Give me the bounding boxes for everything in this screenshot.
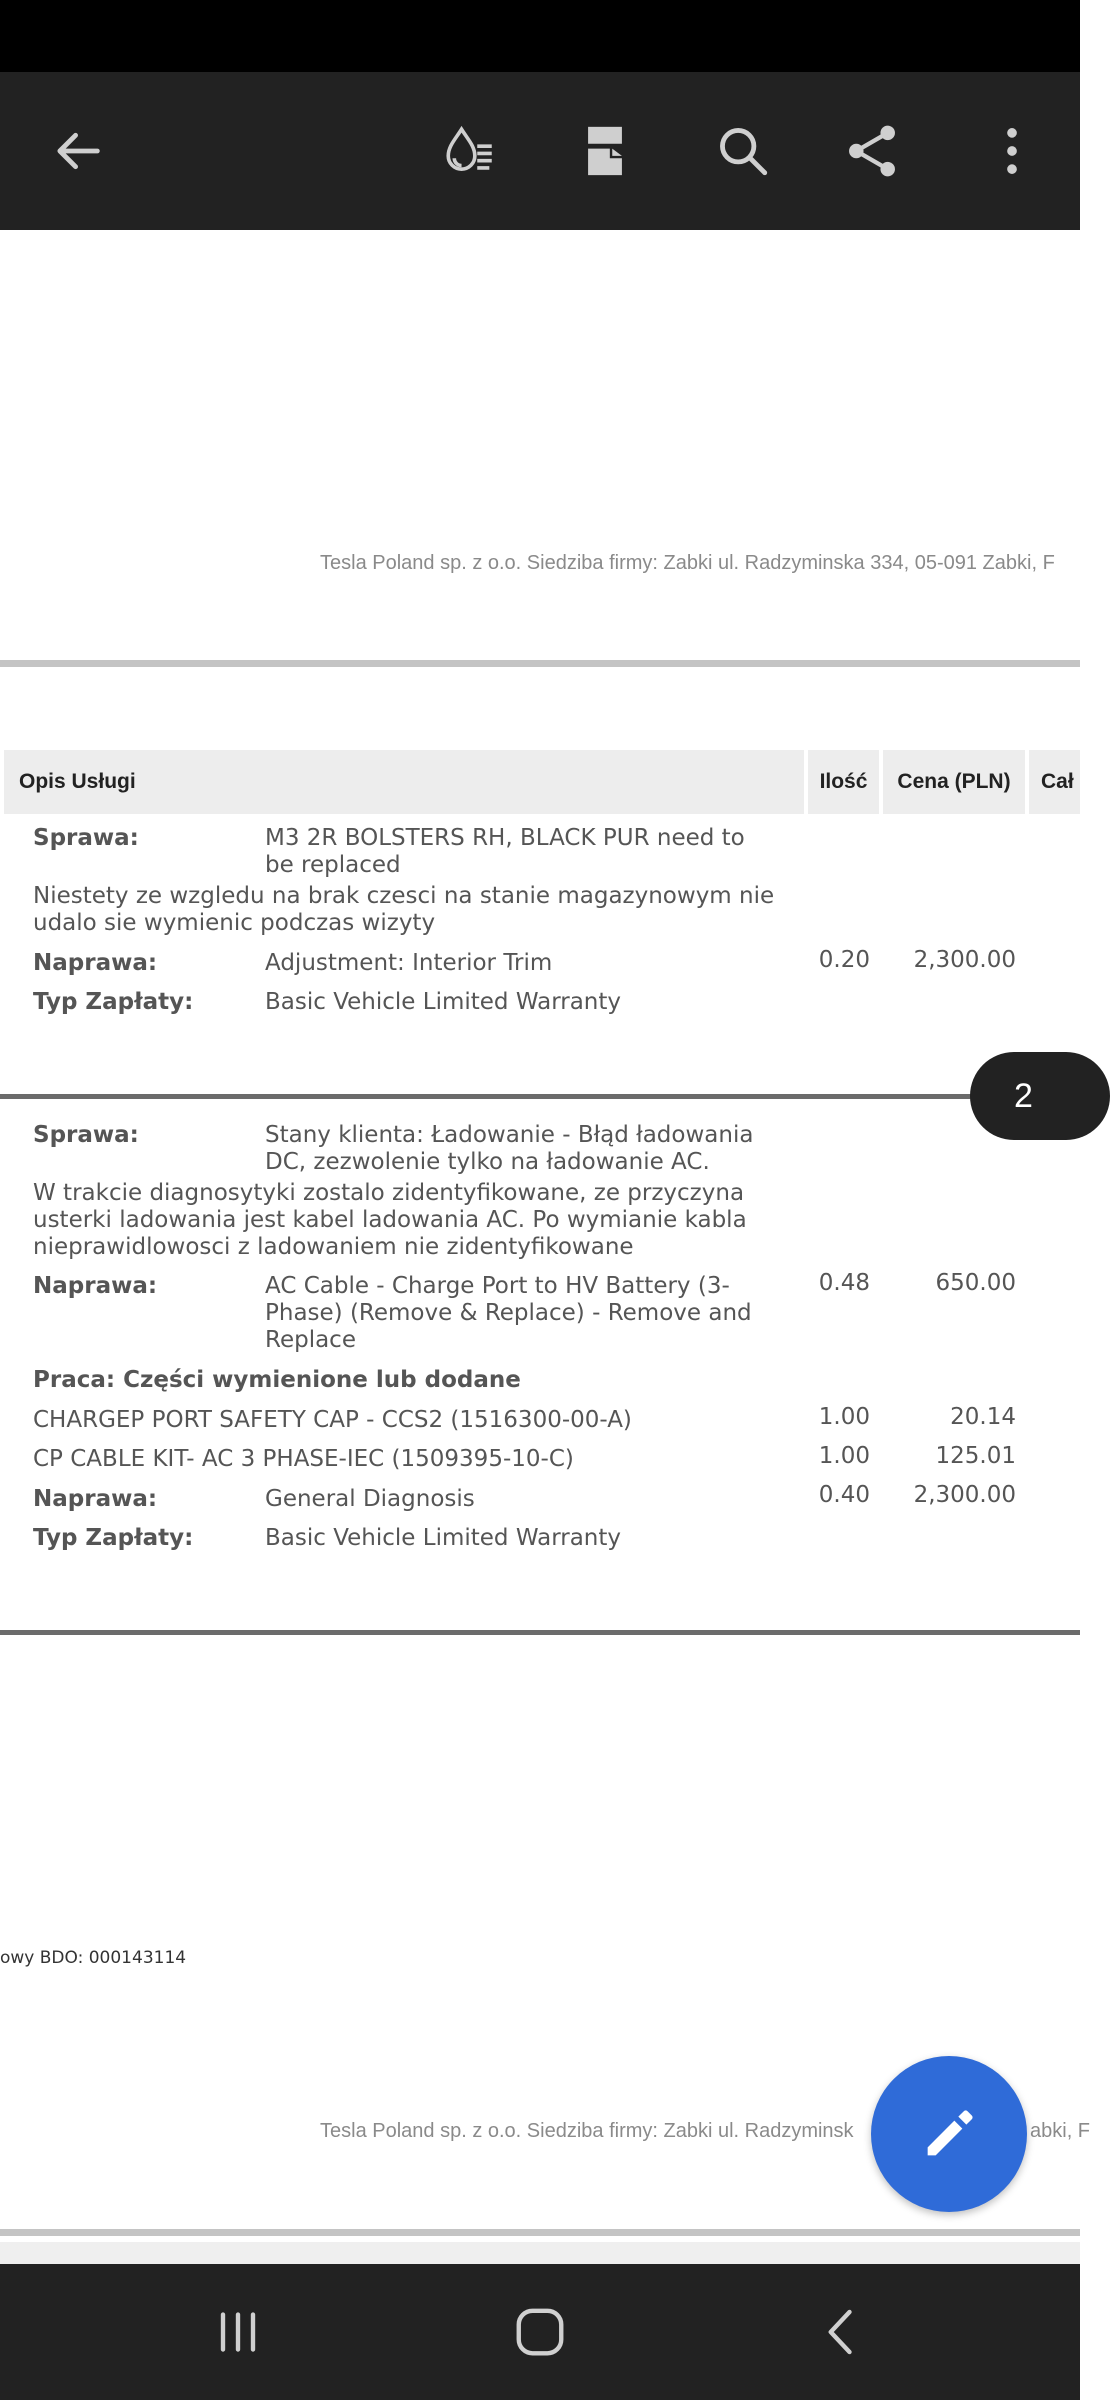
case-value-cont: DC, zezwolenie tylko na ładowanie AC. (265, 1149, 710, 1175)
repair-label: Naprawa: (33, 1273, 158, 1299)
note-text-cont: udalo sie wymienic podczas wizyty (33, 910, 436, 936)
page-footer-company-tail: abki, F (1030, 2120, 1091, 2142)
more-icon[interactable] (962, 101, 1062, 201)
payment-type-value: Basic Vehicle Limited Warranty (265, 1525, 622, 1551)
payment-type-value: Basic Vehicle Limited Warranty (265, 989, 622, 1015)
page-separator (0, 2229, 1080, 2236)
payment-type-label: Typ Zapłaty: (33, 989, 194, 1015)
part-name: CHARGEP PORT SAFETY CAP - CCS2 (1516300-00-A) (33, 1407, 632, 1433)
repair-qty: 0.48 (818, 1270, 870, 1296)
repair-qty: 0.40 (818, 1482, 870, 1508)
edit-button[interactable] (871, 2056, 1027, 2212)
edit-pencil-icon (917, 2102, 981, 2166)
repair-value-cont: Phase) (Remove & Replace) - Remove and (265, 1300, 752, 1326)
repair-value: General Diagnosis (265, 1486, 475, 1512)
search-icon[interactable] (693, 101, 793, 201)
case-value-cont: be replaced (265, 852, 401, 878)
header-qty: Ilość (808, 750, 879, 814)
note-text-cont: nieprawidlowosci z ladowaniem nie zidentyfikowane (33, 1234, 634, 1260)
top-toolbar (0, 72, 1080, 230)
repair-price: 2,300.00 (913, 1482, 1016, 1508)
status-bar (0, 0, 1080, 72)
home-icon[interactable] (480, 2292, 600, 2372)
repair-label: Naprawa: (33, 1486, 158, 1512)
note-text: Niestety ze wzgledu na brak czesci na stanie magazynowym nie (33, 883, 775, 909)
page-indicator: 2 (970, 1052, 1110, 1140)
case-value: M3 2R BOLSTERS RH, BLACK PUR need to (265, 825, 745, 851)
part-name: CP CABLE KIT- AC 3 PHASE-IEC (1509395-10-C) (33, 1446, 574, 1472)
part-price: 20.14 (950, 1404, 1016, 1430)
part-qty: 1.00 (818, 1404, 870, 1430)
payment-type-label: Typ Zapłaty: (33, 1525, 194, 1551)
page-footer-company: Tesla Poland sp. z o.o. Siedziba firmy: Zabki ul. Radzyminska 334, 05-091 Zabki, F (320, 552, 1055, 574)
bdo-number: owy BDO: 000143114 (0, 1948, 187, 1968)
row-separator (0, 1094, 1080, 1099)
repair-value: AC Cable - Charge Port to HV Battery (3- (265, 1273, 730, 1299)
parts-label: Praca: Części wymienione lub dodane (33, 1367, 521, 1393)
page-gap (0, 2242, 1080, 2264)
repair-price: 650.00 (935, 1270, 1016, 1296)
page-view-icon[interactable] (555, 101, 655, 201)
repair-value: Adjustment: Interior Trim (265, 950, 553, 976)
share-icon[interactable] (822, 101, 922, 201)
back-arrow-icon[interactable] (28, 101, 128, 201)
note-text-cont: usterki ladowania jest kabel ladowania AC. Po wymianie kabla (33, 1207, 747, 1233)
part-qty: 1.00 (818, 1443, 870, 1469)
part-price: 125.01 (935, 1443, 1016, 1469)
page-separator (0, 660, 1080, 667)
case-label: Sprawa: (33, 1122, 139, 1148)
note-text: W trakcie diagnosytyki zostalo zidentyfikowane, ze przyczyna (33, 1180, 745, 1206)
table-header (0, 750, 1080, 814)
row-separator (0, 1630, 1080, 1635)
header-description: Opis Usługi (4, 750, 804, 814)
header-price: Cena (PLN) (883, 750, 1025, 814)
repair-label: Naprawa: (33, 950, 158, 976)
repair-value-cont: Replace (265, 1327, 356, 1353)
repair-qty: 0.20 (818, 947, 870, 973)
back-icon[interactable] (782, 2292, 902, 2372)
reading-mode-icon[interactable] (420, 101, 520, 201)
system-navigation-bar (0, 2264, 1080, 2400)
recents-icon[interactable] (178, 2292, 298, 2372)
page-footer-company: Tesla Poland sp. z o.o. Siedziba firmy: Zabki ul. Radzyminsk (320, 2120, 854, 2142)
case-value: Stany klienta: Ładowanie - Błąd ładowania (265, 1122, 754, 1148)
header-total: Cał (1029, 750, 1080, 814)
case-label: Sprawa: (33, 825, 139, 851)
repair-price: 2,300.00 (913, 947, 1016, 973)
